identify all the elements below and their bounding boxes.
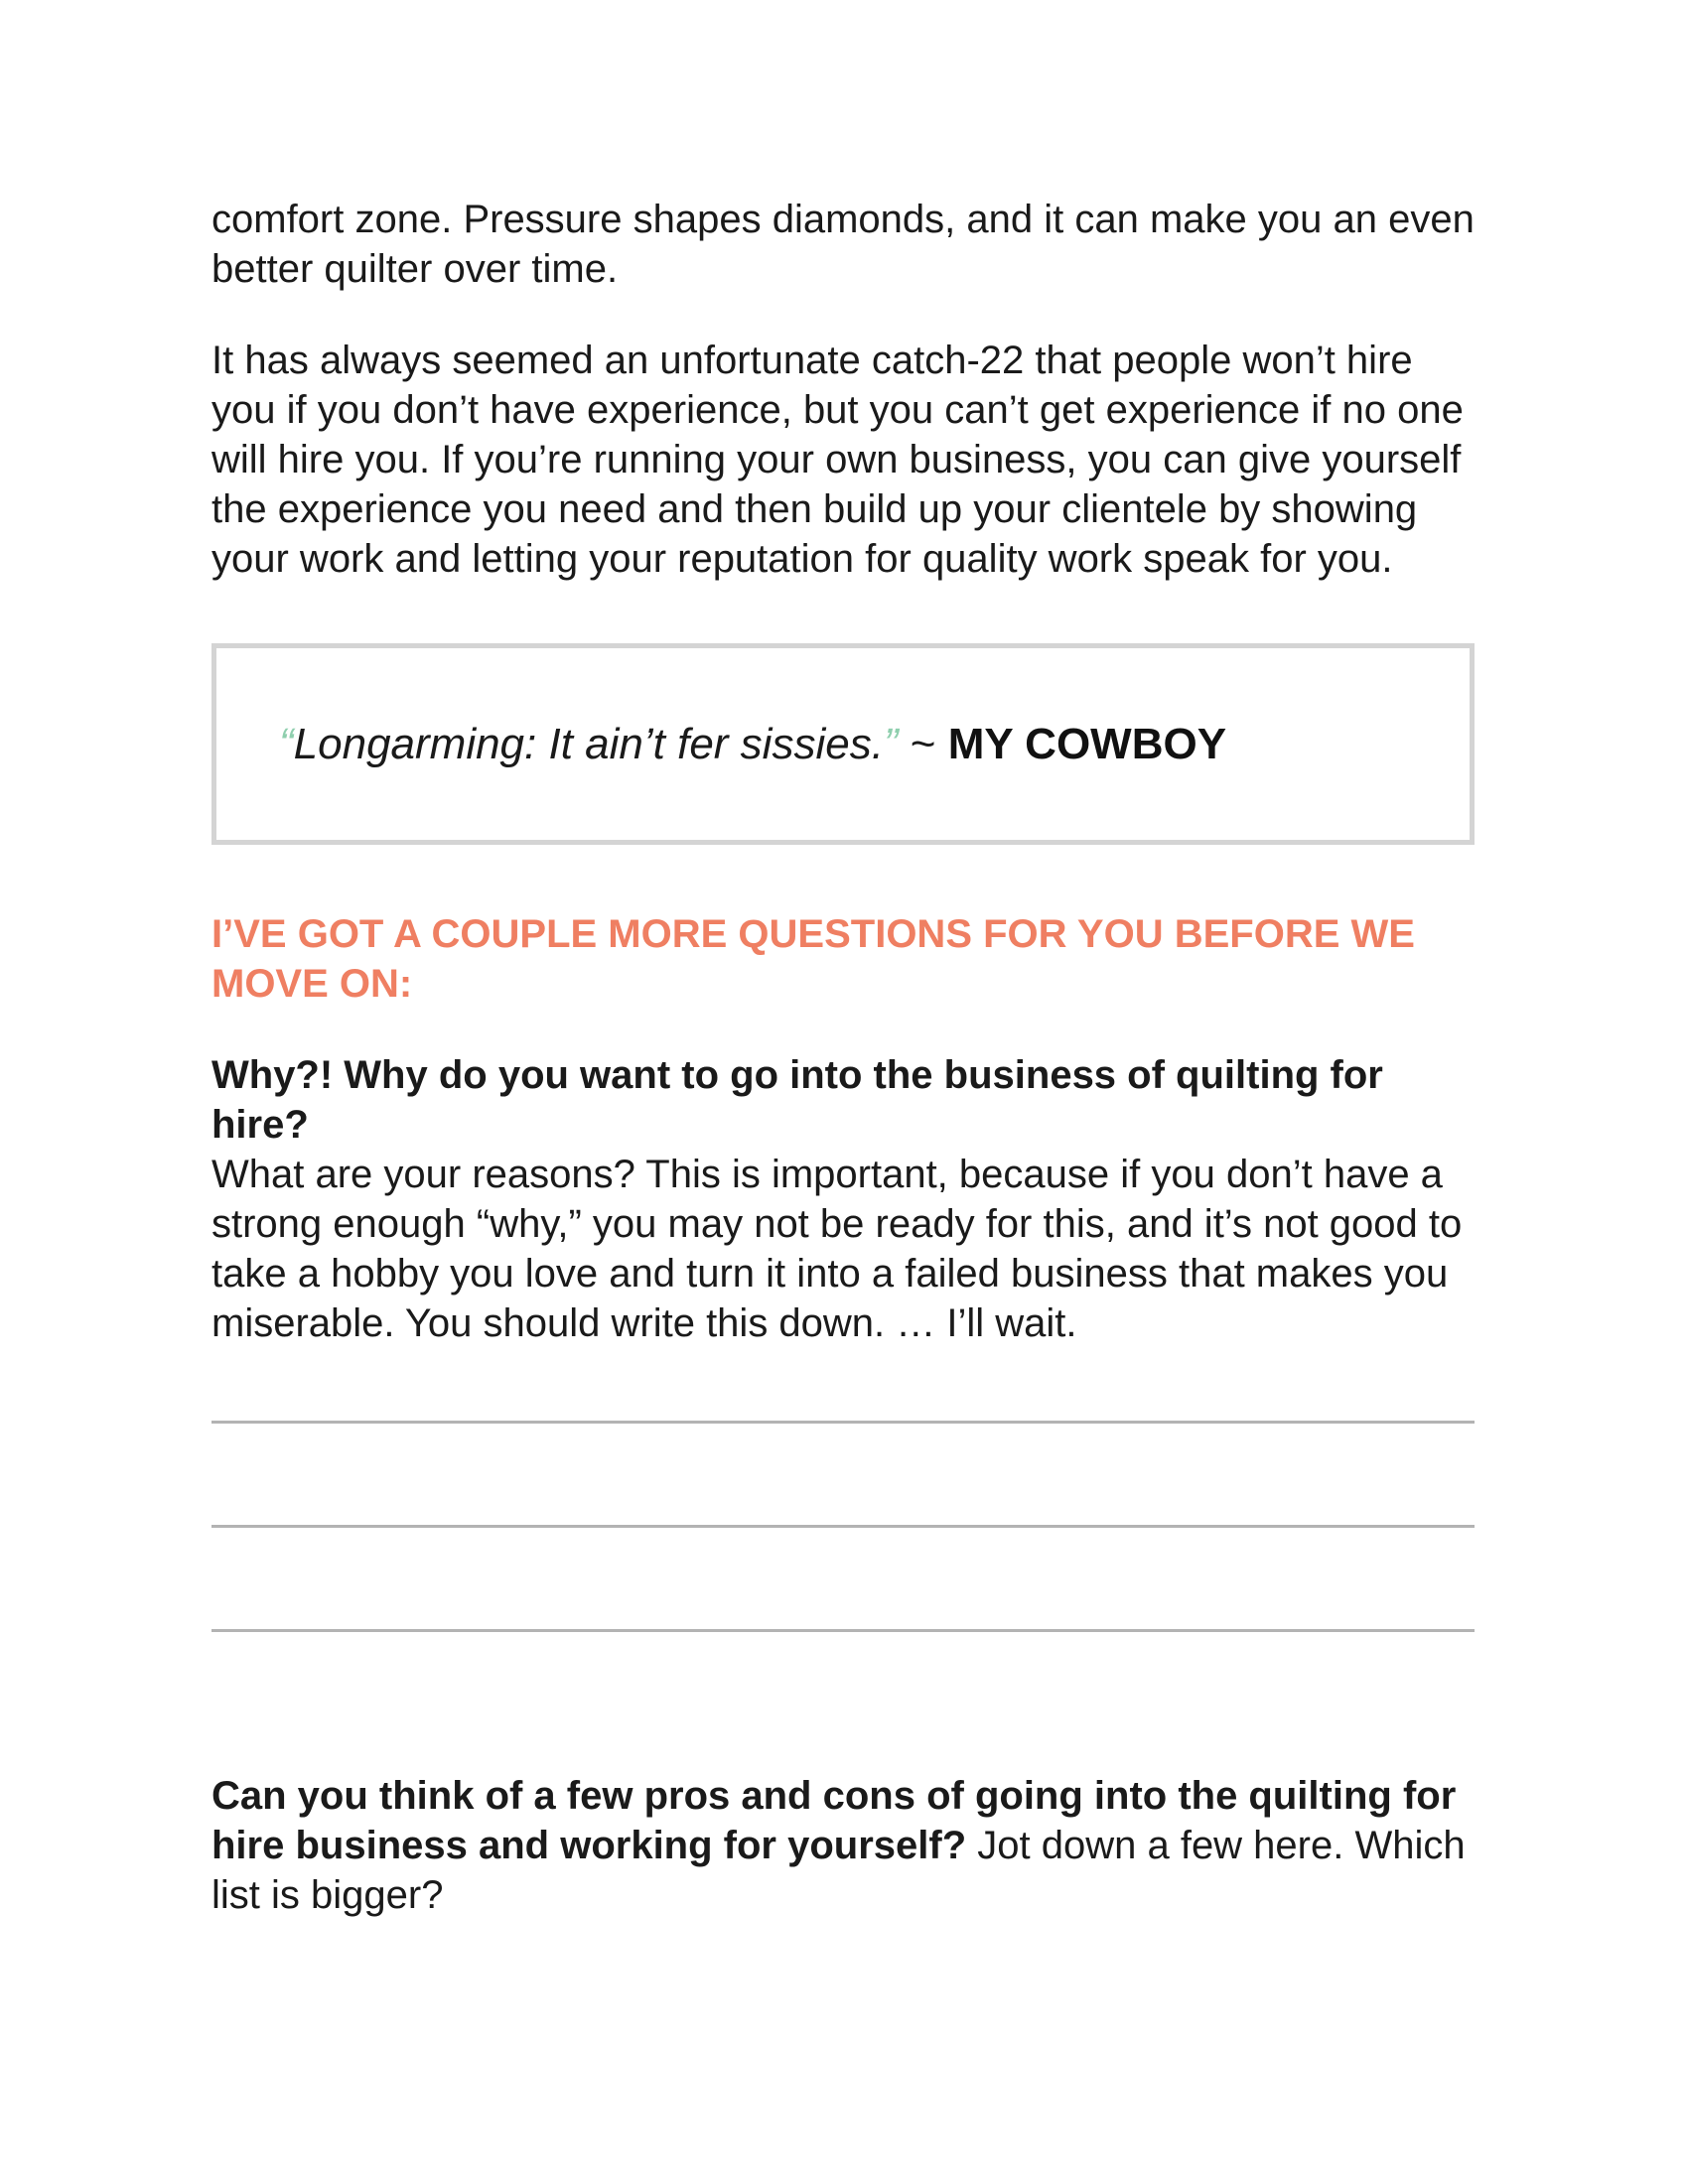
- question-pros-cons: [211, 1771, 1475, 1920]
- answer-line[interactable]: [211, 1421, 1475, 1424]
- pull-quote-box: [211, 643, 1475, 845]
- document-page: [211, 195, 1475, 1920]
- quote-separator: ~: [898, 719, 948, 768]
- question-pros-cons-title: Can you think of a few pros and cons of going into the quilting for hire business and working for yourself?: [211, 1774, 1457, 1867]
- intro-paragraph-2: It has always seemed an unfortunate catch-22 that people won’t hire you if you don’t have experience, but you can’t get experience if no one will hire you. If you’re running your own business, you can give yourself the experience you need and then build up your clientele by showing your work and letting your reputation for quality work speak for you.: [211, 339, 1464, 581]
- answer-line[interactable]: [211, 1525, 1475, 1528]
- question-why-title: Why?! Why do you want to go into the business of quilting for hire?: [211, 1053, 1383, 1147]
- open-quote-mark: “: [279, 719, 294, 768]
- pull-quote: [279, 718, 1226, 771]
- question-why: [211, 1050, 1475, 1348]
- answer-lines: [211, 1421, 1475, 1632]
- section-heading: I’VE GOT A COUPLE MORE QUESTIONS FOR YOU BEFORE WE MOVE ON:: [211, 912, 1415, 1006]
- quote-text: Longarming: It ain’t fer sissies.: [293, 719, 884, 768]
- question-why-text: What are your reasons? This is important, because if you don’t have a strong enough “why,” you may not be ready for this, and it’s not good to take a hobby you love and turn it into a failed business that makes you miserable. You should write this down. … I’ll wait.: [211, 1153, 1463, 1345]
- intro-paragraph-1: comfort zone. Pressure shapes diamonds, and it can make you an even better quilter over time.: [211, 198, 1475, 291]
- question-pros-cons-text: Jot down a few here. Which list is bigger?: [211, 1824, 1466, 1917]
- quote-attribution: MY COWBOY: [947, 719, 1227, 768]
- close-quote-mark: ”: [883, 719, 899, 768]
- answer-line[interactable]: [211, 1629, 1475, 1632]
